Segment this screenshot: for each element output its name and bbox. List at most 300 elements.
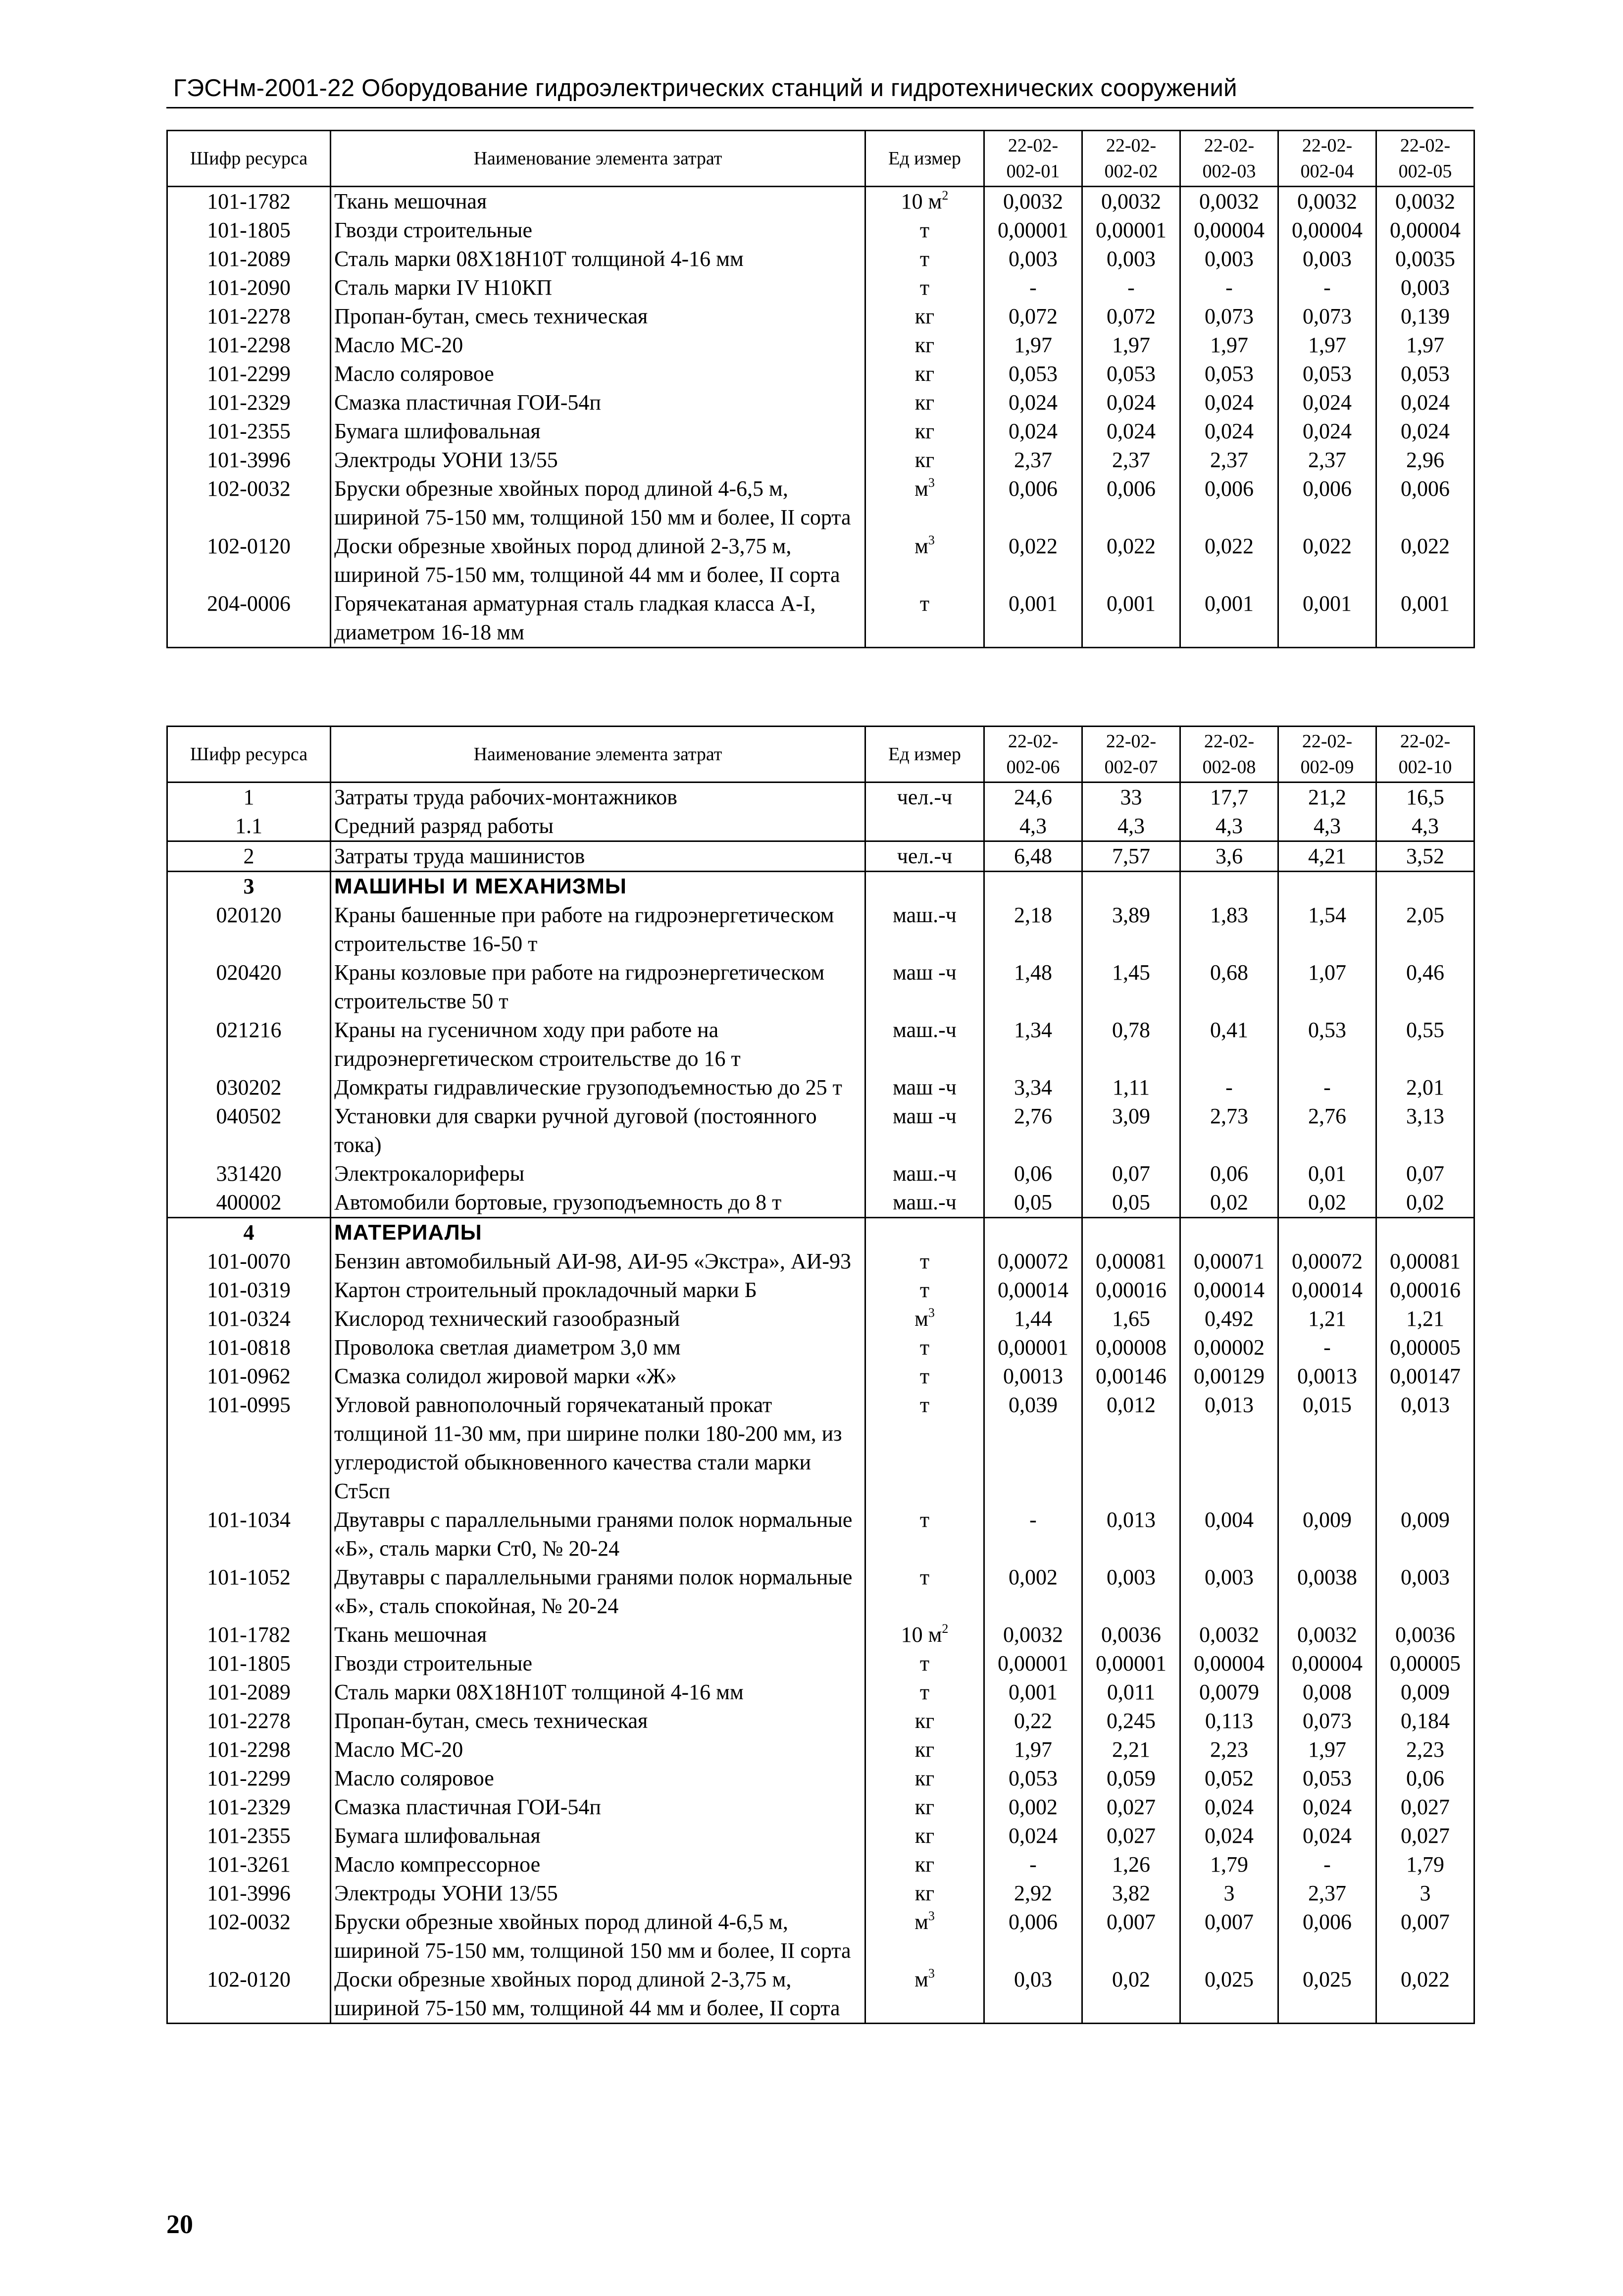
header-col-3 [1180, 727, 1278, 783]
resource-code: 1.1 [167, 812, 331, 841]
table-row [167, 812, 1474, 841]
norm-value-3: 0,113 [1180, 1707, 1278, 1735]
norm-value-5: 0,06 [1376, 1764, 1474, 1793]
resource-code: 020420 [167, 958, 331, 1016]
resource-code: 101-2329 [167, 1793, 331, 1822]
table-row [167, 1649, 1474, 1678]
norm-value-5: 1,97 [1376, 331, 1474, 360]
norm-value-5: 3,13 [1376, 1102, 1474, 1159]
resource-unit: $м^3$ [865, 474, 984, 532]
header-col-text: 22-02- [1302, 135, 1353, 156]
table-row [167, 1563, 1474, 1620]
norm-value-3: 0,0032 [1180, 1620, 1278, 1649]
norm-value-5 [1376, 872, 1474, 901]
resource-code: 101-2278 [167, 1707, 331, 1735]
norm-value-5: 0,00016 [1376, 1276, 1474, 1305]
norm-value-5: 0,024 [1376, 417, 1474, 446]
norm-value-3: 0,006 [1180, 474, 1278, 532]
norm-value-4: 0,024 [1278, 1793, 1376, 1822]
norm-value-2: 0,059 [1082, 1764, 1180, 1793]
table-row [167, 1159, 1474, 1188]
norm-value-5: 0,003 [1376, 1563, 1474, 1620]
resource-code: 102-0032 [167, 474, 331, 532]
norm-value-2: 0,013 [1082, 1506, 1180, 1563]
norm-value-4: 0,009 [1278, 1506, 1376, 1563]
norm-value-3: 2,73 [1180, 1102, 1278, 1159]
resource-unit: чел.-ч [865, 783, 984, 812]
resource-name: Гвозди строительные [331, 216, 865, 245]
resource-code: 021216 [167, 1016, 331, 1073]
norm-value-4: 1,97 [1278, 1735, 1376, 1764]
norm-value-2: 0,003 [1082, 245, 1180, 273]
norm-value-4: 0,0038 [1278, 1563, 1376, 1620]
header-col-text: 22-02- [1008, 731, 1059, 752]
resource-code: 101-2298 [167, 1735, 331, 1764]
resource-unit: т [865, 1333, 984, 1362]
norm-value-5: 0,184 [1376, 1707, 1474, 1735]
norm-value-5: 0,007 [1376, 1908, 1474, 1965]
norm-value-5: 0,001 [1376, 589, 1474, 648]
norm-value-3: 0,492 [1180, 1305, 1278, 1333]
norm-value-1: 0,22 [984, 1707, 1082, 1735]
norm-value-1: 0,00001 [984, 1333, 1082, 1362]
resource-unit: маш.-ч [865, 1188, 984, 1218]
header-col-1 [984, 727, 1082, 783]
resource-name: Двутавры с параллельными гранями полок нормальные «Б», сталь спокойная, № 20-24 [331, 1563, 865, 1620]
norm-value-5: 4,3 [1376, 812, 1474, 841]
resource-name: Горячекатаная арматурная сталь гладкая класса А-I, диаметром 16-18 мм [331, 589, 865, 648]
resource-unit: кг [865, 417, 984, 446]
norm-value-1: 1,97 [984, 331, 1082, 360]
norm-value-3 [1180, 1218, 1278, 1248]
norm-value-5: 2,01 [1376, 1073, 1474, 1102]
table-row [167, 1764, 1474, 1793]
resource-unit: кг [865, 388, 984, 417]
resource-name: Сталь марки 08Х18Н10Т толщиной 4-16 мм [331, 245, 865, 273]
table-row [167, 302, 1474, 331]
table-row [167, 1793, 1474, 1822]
norm-value-3: 0,0079 [1180, 1678, 1278, 1707]
resource-code: 030202 [167, 1073, 331, 1102]
resource-unit: т [865, 1391, 984, 1506]
header-col-text: 002-02 [1104, 161, 1158, 182]
norm-value-4: 0,0013 [1278, 1362, 1376, 1391]
resource-name: Бруски обрезные хвойных пород длиной 4-6,5 м, шириной 75-150 мм, толщиной 150 мм и более, II сорта [331, 474, 865, 532]
norm-value-3: 3 [1180, 1879, 1278, 1908]
resource-unit: кг [865, 1793, 984, 1822]
table-row [167, 1822, 1474, 1850]
resource-name: Автомобили бортовые, грузоподъемность до 8 т [331, 1188, 865, 1218]
resource-name: Смазка солидол жировой марки «Ж» [331, 1362, 865, 1391]
resource-code: 101-3261 [167, 1850, 331, 1879]
norm-value-5: 0,00147 [1376, 1362, 1474, 1391]
norm-value-1: 0,0013 [984, 1362, 1082, 1391]
header-col-1 [984, 131, 1082, 187]
norm-value-4: 0,006 [1278, 1908, 1376, 1965]
norm-value-1: 3,34 [984, 1073, 1082, 1102]
header-unit: Ед измер [865, 727, 984, 783]
norm-value-1 [984, 872, 1082, 901]
resource-unit: кг [865, 1707, 984, 1735]
norm-value-1: 0,06 [984, 1159, 1082, 1188]
norm-value-4: 0,022 [1278, 532, 1376, 589]
resource-name: Краны башенные при работе на гидроэнергетическом строительстве 16-50 т [331, 901, 865, 958]
header-col-4 [1278, 727, 1376, 783]
norm-value-4: 0,024 [1278, 1822, 1376, 1850]
norm-value-3: 0,025 [1180, 1965, 1278, 2024]
norm-value-1: 0,039 [984, 1391, 1082, 1506]
resource-code: 020120 [167, 901, 331, 958]
resource-name: Электрокалориферы [331, 1159, 865, 1188]
resource-unit: т [865, 1563, 984, 1620]
norm-value-3: 0,00004 [1180, 1649, 1278, 1678]
header-col-text: 002-05 [1398, 161, 1452, 182]
norm-value-1: - [984, 1506, 1082, 1563]
resource-code: 101-2355 [167, 1822, 331, 1850]
norm-value-4: 0,001 [1278, 589, 1376, 648]
resource-code: 101-2299 [167, 360, 331, 388]
resource-name: Масло МС-20 [331, 331, 865, 360]
table-row [167, 216, 1474, 245]
norm-value-2: 1,65 [1082, 1305, 1180, 1333]
norm-value-1: 0,024 [984, 388, 1082, 417]
resource-code: 101-2089 [167, 1678, 331, 1707]
header-unit: Ед измер [865, 131, 984, 187]
header-col-text: 002-01 [1006, 161, 1060, 182]
resource-unit: маш -ч [865, 1073, 984, 1102]
norm-value-3: 17,7 [1180, 783, 1278, 812]
norm-value-1: 0,072 [984, 302, 1082, 331]
norm-value-5: 3 [1376, 1879, 1474, 1908]
norm-value-1: 0,00072 [984, 1247, 1082, 1276]
resource-code: 101-1782 [167, 1620, 331, 1649]
resource-code: 102-0120 [167, 1965, 331, 2024]
resource-code: 101-1034 [167, 1506, 331, 1563]
norm-value-2: 0,006 [1082, 474, 1180, 532]
norm-value-4: 1,54 [1278, 901, 1376, 958]
norm-value-1: 0,022 [984, 532, 1082, 589]
norm-value-2: 1,26 [1082, 1850, 1180, 1879]
norm-value-2 [1082, 872, 1180, 901]
norm-value-4: 1,07 [1278, 958, 1376, 1016]
table-row [167, 1016, 1474, 1073]
norm-value-5: 0,0035 [1376, 245, 1474, 273]
resource-name: Краны на гусеничном ходу при работе на гидроэнергетическом строительстве до 16 т [331, 1016, 865, 1073]
resource-unit: маш.-ч [865, 1016, 984, 1073]
norm-value-2: 0,024 [1082, 417, 1180, 446]
unit-exponent: 3 [928, 1966, 935, 1981]
norm-value-3: 1,83 [1180, 901, 1278, 958]
resource-code: 400002 [167, 1188, 331, 1218]
header-col-text: 002-09 [1300, 757, 1354, 778]
norm-value-1: 2,18 [984, 901, 1082, 958]
header-col-text: 002-07 [1104, 757, 1158, 778]
resource-unit [865, 812, 984, 841]
norm-value-4 [1278, 872, 1376, 901]
table-row [167, 1965, 1474, 2024]
resource-name: Сталь марки IV Н10КП [331, 273, 865, 302]
table-row [167, 417, 1474, 446]
norm-value-1: 0,0032 [984, 187, 1082, 216]
norm-value-3: 0,013 [1180, 1391, 1278, 1506]
resource-name: Картон строительный прокладочный марки Б [331, 1276, 865, 1305]
resource-code: 040502 [167, 1102, 331, 1159]
norm-value-1: 0,002 [984, 1793, 1082, 1822]
norm-value-2: 4,3 [1082, 812, 1180, 841]
norm-value-4: 0,00004 [1278, 1649, 1376, 1678]
resource-code: 331420 [167, 1159, 331, 1188]
norm-value-5: 0,55 [1376, 1016, 1474, 1073]
norm-value-4: 2,37 [1278, 446, 1376, 474]
table-row [167, 360, 1474, 388]
resource-name: Смазка пластичная ГОИ-54п [331, 388, 865, 417]
table-row [167, 1678, 1474, 1707]
table-row [167, 474, 1474, 532]
norm-value-3: 0,41 [1180, 1016, 1278, 1073]
resource-name: Бензин автомобильный АИ-98, АИ-95 «Экстра», АИ-93 [331, 1247, 865, 1276]
norm-value-2: 0,78 [1082, 1016, 1180, 1073]
resource-name: Масло компрессорное [331, 1850, 865, 1879]
norm-value-5: 0,009 [1376, 1506, 1474, 1563]
resource-code: 4 [167, 1218, 331, 1248]
norm-value-4: 0,00072 [1278, 1247, 1376, 1276]
norm-value-5: 0,0036 [1376, 1620, 1474, 1649]
norm-value-3: 0,073 [1180, 302, 1278, 331]
resource-name: Затраты труда машинистов [331, 841, 865, 872]
resource-code: 101-2090 [167, 273, 331, 302]
resource-name: Пропан-бутан, смесь техническая [331, 1707, 865, 1735]
resource-name: Электроды УОНИ 13/55 [331, 1879, 865, 1908]
norm-value-1: - [984, 1850, 1082, 1879]
header-col-text: 002-08 [1202, 757, 1256, 778]
norm-value-5: 0,07 [1376, 1159, 1474, 1188]
unit-exponent: 3 [928, 1305, 935, 1320]
table-row [167, 1707, 1474, 1735]
norm-value-5: 0,003 [1376, 273, 1474, 302]
resource-table-2 [166, 726, 1475, 2024]
resource-code: 1 [167, 783, 331, 812]
norm-value-5: 1,79 [1376, 1850, 1474, 1879]
norm-value-1: 0,006 [984, 1908, 1082, 1965]
norm-value-3: 0,06 [1180, 1159, 1278, 1188]
table-row [167, 783, 1474, 812]
resource-unit: $м^3$ [865, 1908, 984, 1965]
norm-value-5: 0,46 [1376, 958, 1474, 1016]
resource-unit: т [865, 1247, 984, 1276]
resource-code: 101-1782 [167, 187, 331, 216]
norm-value-3: 0,02 [1180, 1188, 1278, 1218]
norm-value-5: 0,013 [1376, 1391, 1474, 1506]
norm-value-2: 1,45 [1082, 958, 1180, 1016]
table-row [167, 1735, 1474, 1764]
norm-value-2: 0,012 [1082, 1391, 1180, 1506]
table-row [167, 1620, 1474, 1649]
resource-unit: 10 $м^2$ [865, 187, 984, 216]
norm-value-4: 0,003 [1278, 245, 1376, 273]
norm-value-4: 0,073 [1278, 1707, 1376, 1735]
norm-value-2: 1,11 [1082, 1073, 1180, 1102]
resource-unit: т [865, 1276, 984, 1305]
unit-exponent: 3 [928, 1909, 935, 1923]
header-code: Шифр ресурса [167, 131, 331, 187]
resource-name: Двутавры с параллельными гранями полок нормальные «Б», сталь марки Ст0, № 20-24 [331, 1506, 865, 1563]
norm-value-1: 6,48 [984, 841, 1082, 872]
norm-value-2: 1,97 [1082, 331, 1180, 360]
header-col-2 [1082, 131, 1180, 187]
resource-name: Сталь марки 08Х18Н10Т толщиной 4-16 мм [331, 1678, 865, 1707]
resource-unit: кг [865, 360, 984, 388]
resource-unit: кг [865, 1735, 984, 1764]
resource-name: МАШИНЫ И МЕХАНИЗМЫ [331, 872, 865, 901]
table-row [167, 1188, 1474, 1218]
resource-unit: т [865, 1362, 984, 1391]
norm-value-4: - [1278, 273, 1376, 302]
norm-value-1: 0,006 [984, 474, 1082, 532]
header-code: Шифр ресурса [167, 727, 331, 783]
table-row [167, 1879, 1474, 1908]
resource-unit: кг [865, 1822, 984, 1850]
resource-code: 101-0319 [167, 1276, 331, 1305]
table-row [167, 1276, 1474, 1305]
norm-value-2: 3,82 [1082, 1879, 1180, 1908]
norm-value-1: 24,6 [984, 783, 1082, 812]
norm-value-1: 1,34 [984, 1016, 1082, 1073]
resource-name: Бруски обрезные хвойных пород длиной 4-6,5 м, шириной 75-150 мм, толщиной 150 мм и более, II сорта [331, 1908, 865, 1965]
table-row [167, 331, 1474, 360]
norm-value-1: 0,003 [984, 245, 1082, 273]
norm-value-3: 1,97 [1180, 331, 1278, 360]
norm-value-3: 3,6 [1180, 841, 1278, 872]
norm-value-4: 0,0032 [1278, 187, 1376, 216]
resource-name: Масло соляровое [331, 360, 865, 388]
norm-value-2: 0,003 [1082, 1563, 1180, 1620]
table-row [167, 589, 1474, 648]
resource-code: 101-0995 [167, 1391, 331, 1506]
norm-value-2: 0,00016 [1082, 1276, 1180, 1305]
norm-value-5: 0,009 [1376, 1678, 1474, 1707]
resource-unit: $м^3$ [865, 1965, 984, 2024]
norm-value-2: - [1082, 273, 1180, 302]
resource-unit [865, 872, 984, 901]
norm-value-3: 0,053 [1180, 360, 1278, 388]
resource-code: 102-0032 [167, 1908, 331, 1965]
resource-name: Доски обрезные хвойных пород длиной 2-3,75 м, шириной 75-150 мм, толщиной 44 мм и более, II сорта [331, 1965, 865, 2024]
norm-value-4: 0,008 [1278, 1678, 1376, 1707]
norm-value-2: 33 [1082, 783, 1180, 812]
resource-code: 101-0070 [167, 1247, 331, 1276]
norm-value-3: 2,37 [1180, 446, 1278, 474]
table-row [167, 245, 1474, 273]
norm-value-4: 2,37 [1278, 1879, 1376, 1908]
resource-code: 101-2299 [167, 1764, 331, 1793]
norm-value-5: 0,027 [1376, 1822, 1474, 1850]
norm-value-3: 0,022 [1180, 532, 1278, 589]
norm-value-1: 0,053 [984, 360, 1082, 388]
norm-value-1: 2,76 [984, 1102, 1082, 1159]
norm-value-3: 0,00014 [1180, 1276, 1278, 1305]
norm-value-1: 1,48 [984, 958, 1082, 1016]
norm-value-1: 0,001 [984, 589, 1082, 648]
norm-value-2: 7,57 [1082, 841, 1180, 872]
table-row [167, 187, 1474, 216]
norm-value-4: 0,024 [1278, 388, 1376, 417]
table-row [167, 388, 1474, 417]
header-col-text: 002-10 [1398, 757, 1452, 778]
resource-name: Электроды УОНИ 13/55 [331, 446, 865, 474]
resource-name: Средний разряд работы [331, 812, 865, 841]
norm-value-4: - [1278, 1073, 1376, 1102]
table-row [167, 1391, 1474, 1506]
norm-value-2: 0,072 [1082, 302, 1180, 331]
header-col-text: 22-02- [1106, 731, 1157, 752]
norm-value-1: 0,00014 [984, 1276, 1082, 1305]
norm-value-1: 0,0032 [984, 1620, 1082, 1649]
norm-value-4: 0,00014 [1278, 1276, 1376, 1305]
header-col-4 [1278, 131, 1376, 187]
norm-value-2: 0,001 [1082, 589, 1180, 648]
resource-unit: 10 $м^2$ [865, 1620, 984, 1649]
norm-value-5: 0,027 [1376, 1793, 1474, 1822]
resource-unit: $м^3$ [865, 532, 984, 589]
table-row [167, 273, 1474, 302]
header-divider [166, 107, 1473, 108]
norm-value-1: 0,053 [984, 1764, 1082, 1793]
resource-unit: маш -ч [865, 1102, 984, 1159]
resource-name: Доски обрезные хвойных пород длиной 2-3,75 м, шириной 75-150 мм, толщиной 44 мм и более, II сорта [331, 532, 865, 589]
norm-value-1: - [984, 273, 1082, 302]
resource-name: Пропан-бутан, смесь техническая [331, 302, 865, 331]
norm-value-4: 0,006 [1278, 474, 1376, 532]
norm-value-4: 0,53 [1278, 1016, 1376, 1073]
resource-unit: маш.-ч [865, 1159, 984, 1188]
norm-value-3: - [1180, 273, 1278, 302]
norm-value-1: 1,44 [984, 1305, 1082, 1333]
norm-value-5: 0,024 [1376, 388, 1474, 417]
norm-value-3: 0,00004 [1180, 216, 1278, 245]
resource-unit: т [865, 245, 984, 273]
resource-name: Ткань мешочная [331, 1620, 865, 1649]
norm-value-2: 0,027 [1082, 1793, 1180, 1822]
norm-value-1: 1,97 [984, 1735, 1082, 1764]
norm-value-2: 3,89 [1082, 901, 1180, 958]
norm-value-3: 0,68 [1180, 958, 1278, 1016]
resource-code: 101-2298 [167, 331, 331, 360]
table-row [167, 1218, 1474, 1248]
norm-value-4: 0,025 [1278, 1965, 1376, 2024]
header-col-3 [1180, 131, 1278, 187]
norm-value-3: 0,004 [1180, 1506, 1278, 1563]
table-row [167, 958, 1474, 1016]
resource-name: Гвозди строительные [331, 1649, 865, 1678]
norm-value-3: 0,024 [1180, 1793, 1278, 1822]
resource-unit: т [865, 1506, 984, 1563]
table-row [167, 1073, 1474, 1102]
resource-code: 101-0324 [167, 1305, 331, 1333]
norm-value-3 [1180, 872, 1278, 901]
norm-value-3: 0,003 [1180, 245, 1278, 273]
resource-unit: кг [865, 446, 984, 474]
resource-unit: т [865, 273, 984, 302]
norm-value-2: 0,007 [1082, 1908, 1180, 1965]
table-row [167, 446, 1474, 474]
resource-unit: $м^3$ [865, 1305, 984, 1333]
norm-value-1: 0,03 [984, 1965, 1082, 2024]
resource-name: Бумага шлифовальная [331, 417, 865, 446]
norm-value-4: 0,024 [1278, 417, 1376, 446]
norm-value-2: 0,00001 [1082, 216, 1180, 245]
table-row [167, 1908, 1474, 1965]
norm-value-3: 0,00071 [1180, 1247, 1278, 1276]
